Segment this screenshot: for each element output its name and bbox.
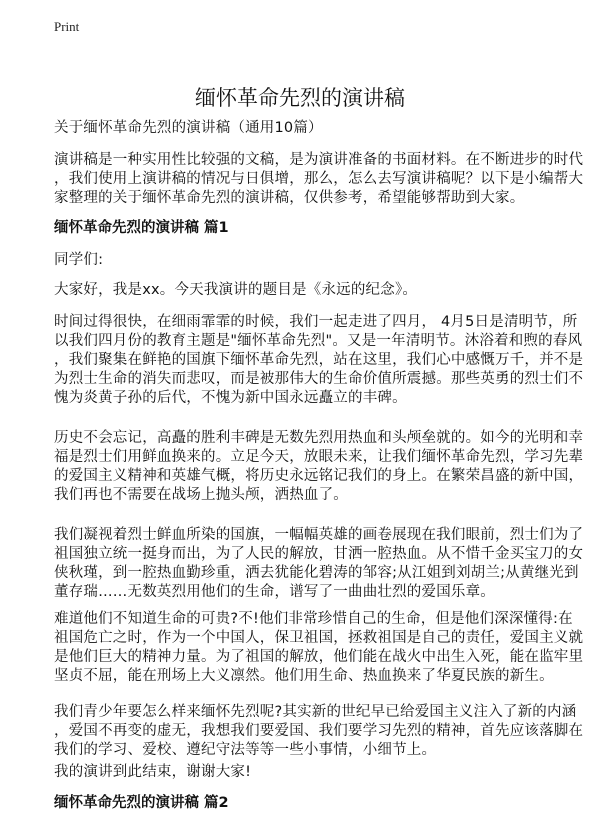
print-link[interactable]: Print [54, 19, 80, 34]
text-line: 我们凝视着烈士鲜血所染的国旗，一幅幅英雄的画卷展现在我们眼前，烈士们为了 [54, 527, 584, 543]
text-line: 愧为炎黄子孙的后代，不愧为新中国永远矗立的丰碑。 [54, 390, 407, 406]
text-line: ，我们聚集在鲜艳的国旗下缅怀革命先烈，站在这里，我们心中感慨万千，并不是 [54, 352, 584, 368]
text-line: 为烈士生命的消失而悲叹，而是被那伟大的生命价值所震撼。那些英勇的烈士们不 [54, 371, 584, 387]
text-line: 是他们巨大的精神力量。为了祖国的解放，他们能在战火中出生入死，能在监牢里 [54, 649, 584, 665]
subtitle: 关于缅怀革命先烈的演讲稿（通用10篇） [54, 120, 323, 136]
text-line: ，我们使用上演讲稿的情况与日俱增，那么，怎么去写演讲稿呢？以下是小编帮大 [54, 171, 584, 187]
intro-paragraph [54, 151, 584, 208]
greeting: 同学们: [54, 252, 104, 268]
text-line: 坚贞不屈，能在刑场上大义凛然。他们用生命、热血换来了华夏民族的新生。 [54, 668, 554, 684]
text-line: 我们再也不需要在战场上抛头颅，洒热血了。 [54, 487, 348, 503]
text-line: 祖国危亡之时，作为一个中国人，保卫祖国，拯救祖国是自己的责任，爱国主义就 [54, 630, 584, 646]
text-line: 福是烈士们用鲜血换来的。立足今天，放眼未来，让我们缅怀革命先烈，学习先辈 [54, 449, 584, 465]
text-line: 侠秋瑾，到一腔热血勤珍重，洒去犹能化碧涛的邹容;从江姐到刘胡兰;从黄继光到 [54, 565, 579, 581]
text-line: 的爱国主义精神和英雄气概，将历史永远铭记我们的身上。在繁荣昌盛的新中国， [54, 468, 584, 484]
text-line: 董存瑞……无数英烈用他们的生命，谱写了一曲曲壮烈的爱国乐章。 [54, 584, 495, 600]
text-line: 大家好，我是xx。今天我演讲的题目是《永远的纪念》。 [54, 282, 418, 298]
text-line: 历史不会忘记，高矗的胜利丰碑是无数先烈用热血和头颅垒就的。如今的光明和幸 [54, 430, 584, 446]
text-line: 我们青少年要怎么样来缅怀先烈呢?其实新的世纪早已给爱国主义注入了新的内涵 [54, 704, 577, 720]
paragraph [54, 429, 584, 505]
section-heading-2: 缅怀革命先烈的演讲稿 篇2 [54, 795, 229, 811]
text-line: 祖国独立统一挺身而出，为了人民的解放，甘洒一腔热血。从不惜千金买宝刀的女 [54, 546, 584, 562]
paragraph [54, 313, 584, 408]
text-line: 难道他们不知道生命的可贵?不!他们非常珍惜自己的生命，但是他们深深懂得:在 [54, 611, 573, 627]
paragraph [54, 526, 584, 602]
paragraph [54, 703, 584, 760]
paragraph [54, 610, 584, 686]
text-line: 演讲稿是一种实用性比较强的文稿，是为演讲准备的书面材料。在不断进步的时代 [54, 152, 584, 168]
text-line: 家整理的关于缅怀革命先烈的演讲稿，仅供参考，希望能够帮助到大家。 [54, 190, 525, 206]
text-line: 以我们四月份的教育主题是"缅怀革命先烈"。又是一年清明节。沐浴着和煦的春风 [54, 333, 583, 349]
paragraph [54, 281, 574, 300]
text-line: 我的演讲到此结束，谢谢大家! [54, 764, 252, 780]
text-line: ，爱国不再变的虚无，我想我们要爱国、我们要学习先烈的精神，首先应该落脚在 [54, 723, 584, 739]
section-heading-1: 缅怀革命先烈的演讲稿 篇1 [54, 220, 229, 236]
text-line: 我们的学习、爱校、遵纪守法等等一些小事情，小细节上。 [54, 742, 437, 758]
text-line: 时间过得很快，在细雨霏霏的时候，我们一起走进了四月， 4月5日是清明节，所 [54, 314, 578, 330]
page-title: 缅怀革命先烈的演讲稿 [195, 86, 405, 110]
paragraph [54, 763, 574, 782]
